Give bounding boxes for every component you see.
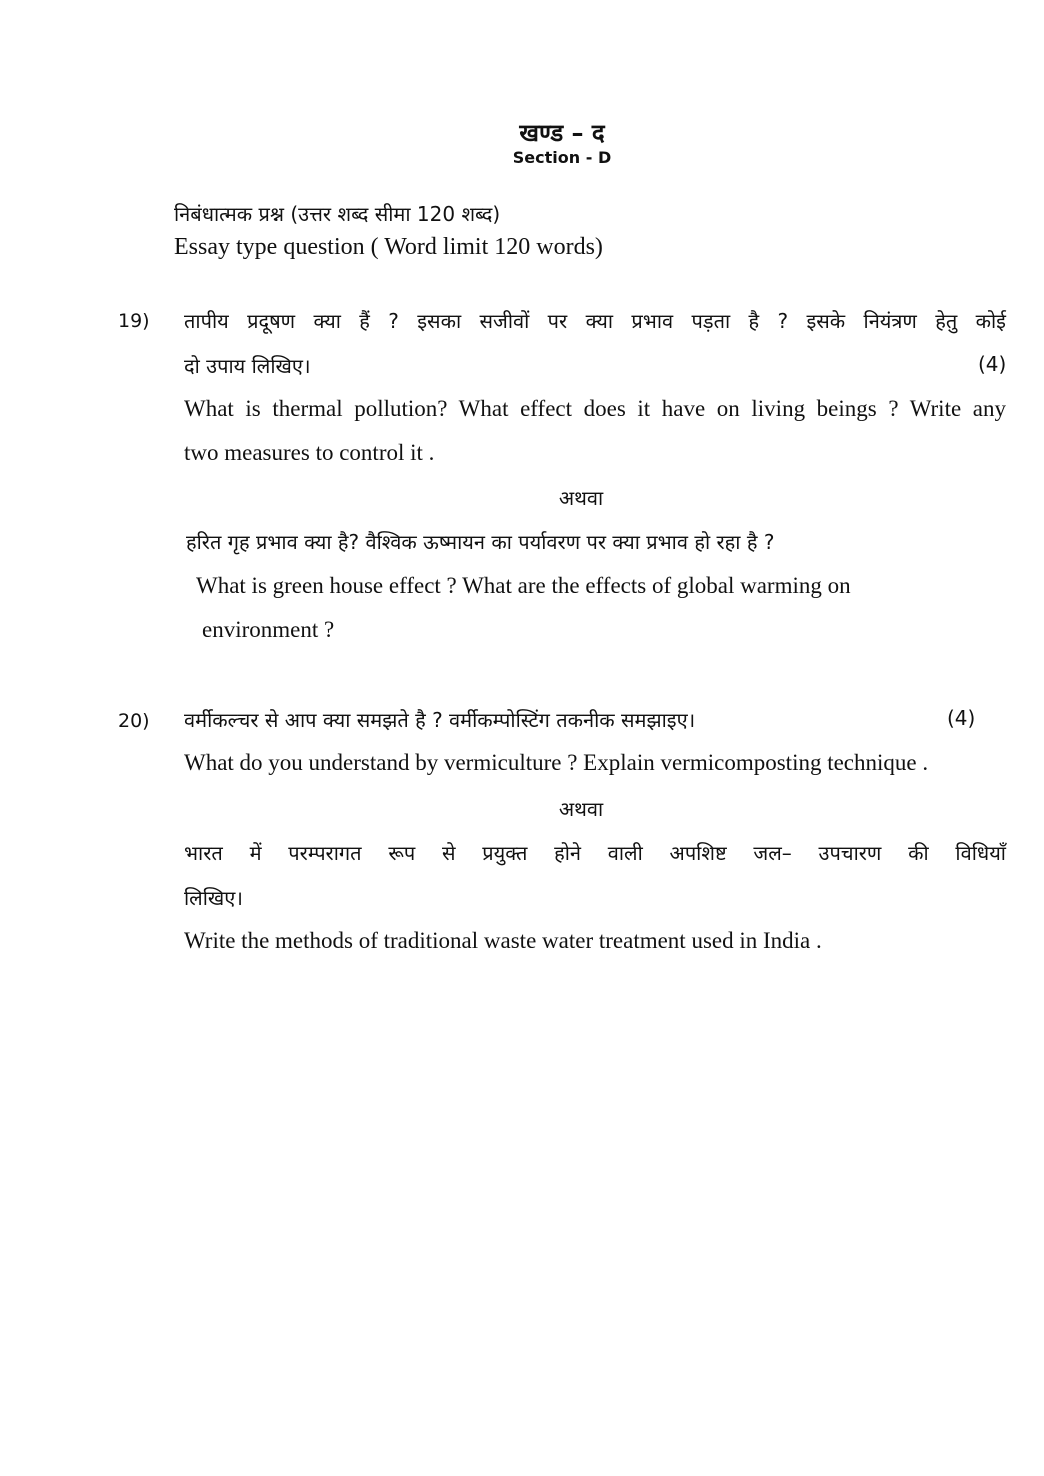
question-20-hindi-line-1: वर्मीकल्चर से आप क्या समझते है ? वर्मीकम्पोस्टिंग तकनीक समझाइए। (184, 708, 696, 732)
question-number-20: 20) (118, 710, 150, 732)
question-19-english-line-2: two measures to control it . (184, 440, 435, 465)
question-19-alt-english-line-1: What is green house effect ? What are the effects of global warming on (196, 573, 851, 598)
question-19-hindi-line-2: दो उपाय लिखिए। (184, 354, 311, 378)
question-19-alt-hindi: हरित गृह प्रभाव क्या है? वैश्विक ऊष्मायन का पर्यावरण पर क्या प्रभाव हो रहा है ? (186, 530, 775, 554)
question-19-alt-english-line-2: environment ? (202, 617, 335, 642)
question-20-english-line-1: What do you understand by vermiculture ? Explain vermicomposting technique . (184, 750, 929, 775)
question-20-alt-english: Write the methods of traditional waste water treatment used in India . (184, 928, 822, 953)
section-title-english: Section - D (512, 148, 612, 167)
question-19-marks: (4) (978, 352, 1007, 376)
section-title-hindi: खण्ड – द (519, 119, 605, 147)
question-20-or-label: अथवा (558, 797, 604, 821)
instruction-english: Essay type question ( Word limit 120 words) (174, 234, 603, 260)
question-number-19: 19) (118, 310, 150, 332)
question-20-alt-hindi-line-1: भारत में परम्परागत रूप से प्रयुक्त होने वाली अपशिष्ट जल– उपचारण की विधियाँ (184, 841, 1006, 865)
question-20-marks: (4) (947, 706, 976, 730)
question-20-alt-hindi-line-2: लिखिए। (184, 886, 243, 910)
question-19-hindi-line-1: तापीय प्रदूषण क्या हैं ? इसका सजीवों पर क्या प्रभाव पड़ता है ? इसके नियंत्रण हेतु कोई (184, 309, 1006, 333)
question-19-english-line-1: What is thermal pollution? What effect does it have on living beings ? Write any (184, 396, 1006, 421)
question-19-or-label: अथवा (558, 486, 604, 510)
instruction-hindi: निबंधात्मक प्रश्न (उत्तर शब्द सीमा 120 शब्द) (174, 202, 501, 226)
